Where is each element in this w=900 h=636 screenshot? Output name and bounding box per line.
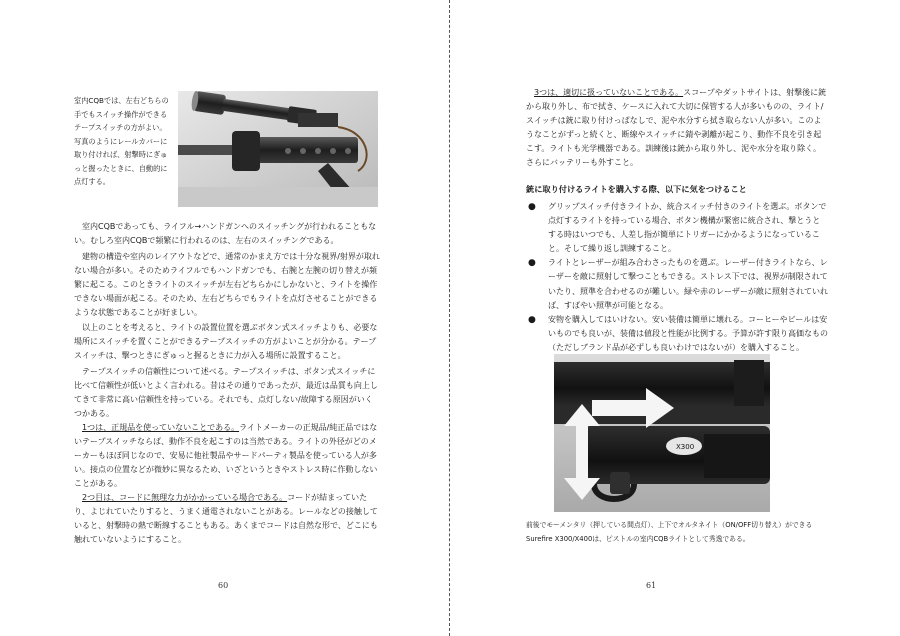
- left-paragraph-2: 建物の構造や室内のレイアウトなどで、通常のかまえ方では十分な視界/射界が取れない場合が多い。そのためライフルでもハンドガンでも、右腕と左腕の切り替えが頻繁に起こる。このときライトのスイッチが左右どちらかにしかないと、ライトを操作できない場面が起こる。そのため、左右どちらでもライトを点灯させることができるような状態であることが好ましい。: [74, 252, 380, 318]
- point-2-underlined: 2つ目は、コードに無理な力がかかっている場合である。: [82, 493, 288, 502]
- tip-item: [526, 256, 828, 312]
- tip-text: ライトとレーザーが組み合わさったものを選ぶ。レーザー付きライトなら、レーザーを敵に照射して撃つこともできる。ストレス下では、視界が制限されていたり、照準を合わせるのが難しい。緑や赤のレーザーが敵に照射されていれば、すばやい照準が可能となる。: [548, 258, 828, 310]
- point-1-underlined: 1つは、正規品を使っていないことである。: [82, 423, 240, 432]
- point-3-body: スコープやダットサイトは、射撃後に銃から取り外し、布で拭き、ケースに入れて大切に保管する人が多いものの、ライト/スイッチは銃に取り付けっぱなしで、泥や水分すら拭き取らない人が多い。このようなことがずっと続くと、断線やスイッチに錆や剥離が起こり、動作不良を引き起こす。ライトも光学機器である。訓練後は銃から取り外し、泥や水分を取り除く。さらにバッテリーも外すこと。: [526, 88, 827, 168]
- left-photo-caption: 室内CQBでは、左右どちらの手でもスイッチ操作ができるテープスイッチの方がよい。写真のようにレールカバーに取り付ければ、射撃時にぎゅっと握ったときに、自動的に点灯する。: [74, 96, 169, 186]
- left-paragraph-4: テープスイッチの信頼性について述べる。テープスイッチは、ボタン式スイッチに比べて信頼性が低いとよく言われる。昔はその通りであったが、最近は品質も向上してきて非常に高い信頼性を持っている。それでも、点灯しない/故障する原因がいくつかある。: [74, 367, 378, 419]
- right-point-3: [526, 86, 828, 171]
- left-point-2: [74, 491, 380, 547]
- left-point-1: [74, 421, 380, 491]
- point-2-body: コードが結まっていたり、よじれていたりすると、うまく通電されないことがある。レールなどの接触していると、射撃時の熱で断線することもある。あくまでコードは自然な形で、どこにも触れていないようにすること。: [74, 493, 378, 545]
- left-paragraph-1: 室内CQBであっても、ライフル→ハンドガンへのスイッチングが行われることもない。むしろ室内CQBで頻繁に行われるのは、左右のスイッチングである。: [74, 222, 377, 246]
- bullet-icon: ●: [528, 314, 536, 325]
- pistol-photo-caption-1: 前後でモーメンタリ（押している間点灯）、上下でオルタネイト（ON/OFF切り替え）ができる: [526, 521, 813, 529]
- purchase-heading: 銃に取り付けるライトを購入する際、以下に気をつけること: [526, 184, 747, 194]
- tip-item: [526, 200, 828, 256]
- pistol-photo-caption-2: Surefire X300/X400は、ピストルの室内CQBライトとして秀逸である。: [526, 535, 750, 543]
- page-number-right: 61: [646, 581, 657, 590]
- pistol-light-photo: [554, 354, 770, 512]
- rifle-light-illustration: [178, 91, 378, 207]
- point-1-body: ライトメーカーの正規品/純正品ではないテープスイッチならば、動作不良を起こすのは当然である。ライトの外径がどのメーカーもほぼ同じなので、安易に他社製品やサードパーティ製品を使っている人が多い。接点の位置などが微妙に異なるため、いざというときやストレス時に作動しないことがある。: [74, 423, 378, 489]
- tip-text: 安物を購入してはいけない。安い装備は簡単に壊れる。コーヒーやビールは安いものでも良いが、装備は値段と性能が比例する。予算が許す限り高価なもの（ただしブランド品が必ずしも良いわけではないが）を購入すること。: [548, 314, 828, 352]
- rifle-light-photo: [178, 91, 378, 207]
- tip-item: [526, 313, 828, 355]
- point-3-underlined: 3つは、適切に扱っていないことである。: [534, 88, 684, 97]
- right-page: [452, 0, 900, 636]
- left-page: [0, 0, 448, 636]
- x300-logo-icon: [666, 437, 702, 455]
- bullet-icon: ●: [528, 258, 536, 269]
- purchase-tips-list: [526, 200, 828, 355]
- left-paragraph-3: 以上のことを考えると、ライトの設置位置を選ぶボタン式スイッチよりも、必要な場所にスイッチを置くことができるテープスイッチの方がよいことが分かる。テープスイッチは、撃つときにぎゅっと握るときに力が入る場所に設置すること。: [74, 323, 378, 361]
- tip-text: グリップスイッチ付きライトか、統合スイッチ付きのライトを選ぶ。ボタンで点灯するライトを持っている場合、ボタン機構が緊密に統合され、撃とうとする時はいつでも、人差し指が簡単にトリガーにかかるようになっていること。そして繰り返し訓練すること。: [548, 202, 827, 254]
- page-number-left: 60: [218, 581, 229, 590]
- page-divider: [449, 0, 450, 636]
- svg-text:X300: X300: [676, 443, 695, 451]
- pistol-light-illustration: [554, 354, 770, 512]
- bullet-icon: ●: [528, 202, 536, 212]
